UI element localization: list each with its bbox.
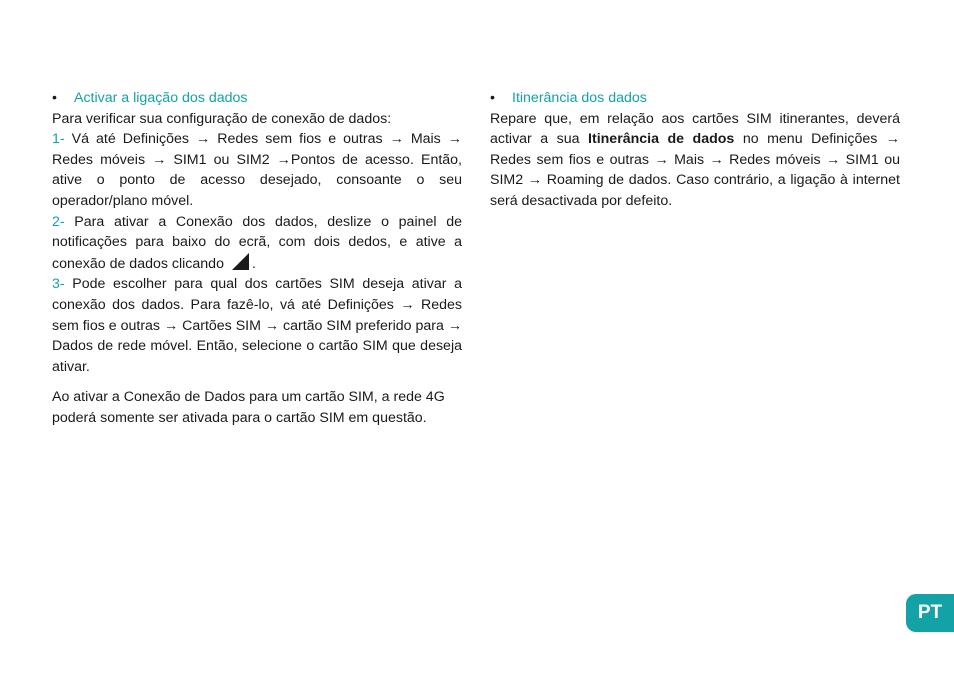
step-3-text: Pode escolher para qual dos cartões SIM deseja ativar a conexão dos dados. Para fazê-lo, vá até Definições → Redes sem fios e outras → Cartões SIM → cartão SIM preferido para → Dados de rede móvel. Então, selecione o cartão SIM que deseja ativar. <box>52 276 463 375</box>
step-2-end: . <box>251 255 256 272</box>
step-1-text: Vá até Definições → Redes sem fios e outras → Mais → Redes móveis → SIM1 ou SIM2 →Pontos de acesso. Então, ative o ponto de acesso desejado, consoante o seu operador/plano móvel. <box>52 131 462 209</box>
intro-text: Para verificar sua configuração de conexão de dados: <box>52 110 392 127</box>
step-2 <box>52 212 462 275</box>
step-2-number: 2- <box>52 213 65 230</box>
right-column <box>490 88 900 212</box>
roaming-text-bold: Itinerância de dados <box>588 131 735 148</box>
signal-strength-icon <box>232 253 249 270</box>
step-1 <box>52 129 462 211</box>
roaming-text <box>490 109 900 212</box>
step-1-number: 1- <box>52 131 65 148</box>
language-tab: PT <box>906 594 954 632</box>
bullet: • <box>490 90 495 106</box>
roaming-text-before: Repare que, em relação aos cartões SIM itinerantes, deverá activar a sua <box>490 110 900 148</box>
heading-activate-data: Activar a ligação dos dados <box>74 90 248 106</box>
step-3 <box>52 274 462 377</box>
step-3-number: 3- <box>52 276 65 293</box>
left-column <box>52 88 462 429</box>
bullet: • <box>52 90 57 106</box>
step-2-text: Para ativar a Conexão dos dados, deslize o painel de notificações para baixo do ecrã, com dois dedos, e ative a conexão de dados clicando <box>52 213 462 272</box>
section-heading-roaming <box>490 88 900 109</box>
heading-data-roaming: Itinerância dos dados <box>512 90 647 106</box>
roaming-text-after: no menu Definições → Redes sem fios e outras → Mais → Redes móveis → SIM1 ou SIM2 → Roaming de dados. Caso contrário, a ligação à internet será desactivada por defeito. <box>490 131 900 209</box>
note-4g: Ao ativar a Conexão de Dados para um cartão SIM, a rede 4G poderá somente ser ativada para o cartão SIM em questão. <box>52 389 445 426</box>
section-heading-data-connection <box>52 88 462 109</box>
